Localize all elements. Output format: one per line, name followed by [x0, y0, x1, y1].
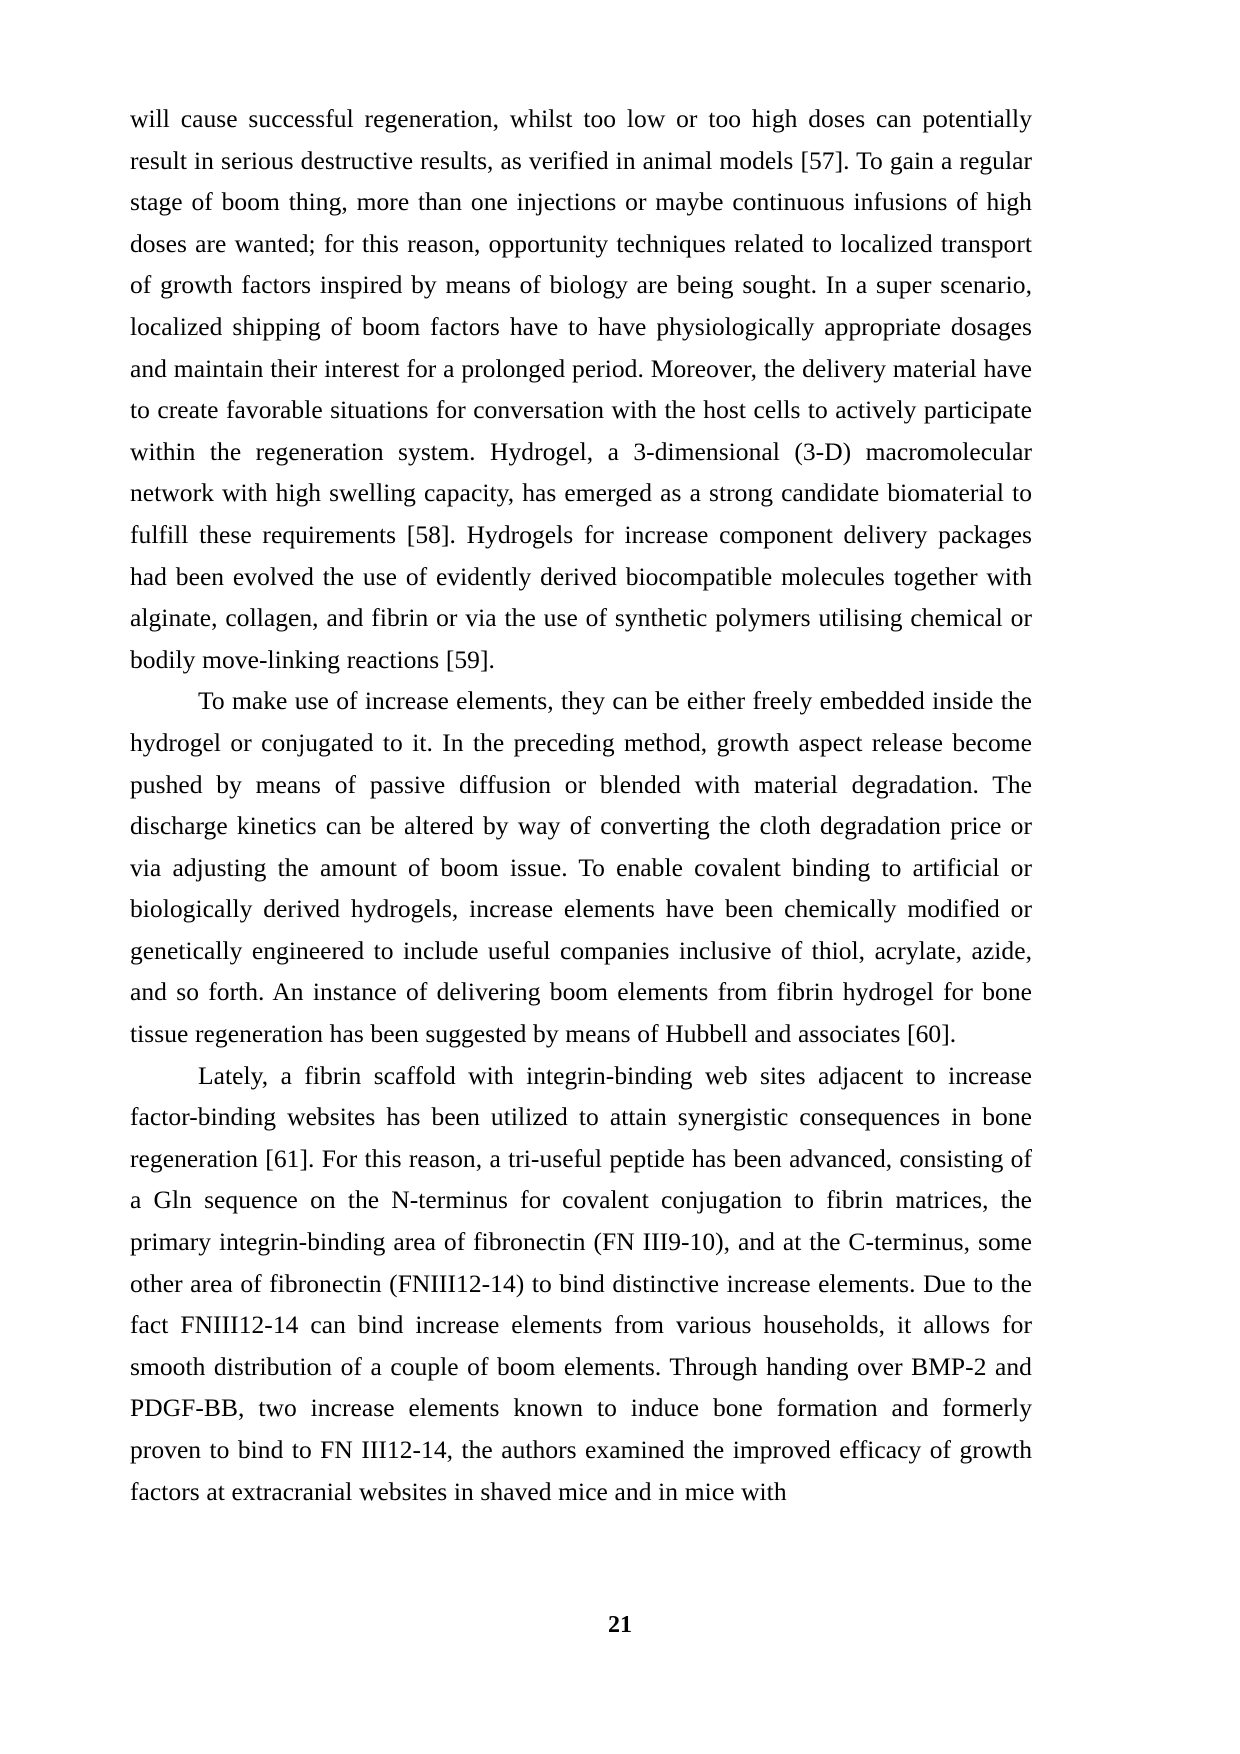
page-number: 21 [608, 1612, 632, 1638]
body-paragraph-1: will cause successful regeneration, whilst too low or too high doses can potentially result in serious destructive results, as verified in animal models [57]. To gain a regular stage of boom thing, more than one injections or maybe continuous infusions of high doses are wanted; for this reason, opportunity techniques related to localized transport of growth factors inspired by means of biology are being sought. In a super scenario, localized shipping of boom factors have to have physiologically appropriate dosages and maintain their interest for a prolonged period. Moreover, the delivery material have to create favorable situations for conversation with the host cells to actively participate within the regeneration system. Hydrogel, a 3-dimensional (3-D) macromolecular network with high swelling capacity, has emerged as a strong candidate biomaterial to fulfill these requirements [58]. Hydrogels for increase component delivery packages had been evolved the use of evidently derived biocompatible molecules together with alginate, collagen, and fibrin or via the use of synthetic polymers utilising chemical or bodily move-linking reactions [59]. [130, 104, 1032, 674]
body-text-column [130, 98, 1032, 1512]
body-paragraph-3: Lately, a fibrin scaffold with integrin-binding web sites adjacent to increase factor-binding websites has been utilized to attain synergistic consequences in bone regeneration [61]. For this reason, a tri-useful peptide has been advanced, consisting of a Gln sequence on the N-terminus for covalent conjugation to fibrin matrices, the primary integrin-binding area of fibronectin (FN III9-10), and at the C-terminus, some other area of fibronectin (FNIII12-14) to bind distinctive increase elements. Due to the fact FNIII12-14 can bind increase elements from various households, it allows for smooth distribution of a couple of boom elements. Through handing over BMP-2 and PDGF-BB, two increase elements known to induce bone formation and formerly proven to bind to FN III12-14, the authors examined the improved efficacy of growth factors at extracranial websites in shaved mice and in mice with [130, 1060, 1032, 1506]
body-paragraph-2: To make use of increase elements, they can be either freely embedded inside the hydrogel or conjugated to it. In the preceding method, growth aspect release become pushed by means of passive diffusion or blended with material degradation. The discharge kinetics can be altered by way of converting the cloth degradation price or via adjusting the amount of boom issue. To enable covalent binding to artificial or biologically derived hydrogels, increase elements have been chemically modified or genetically engineered to include useful companies inclusive of thiol, acrylate, azide, and so forth. An instance of delivering boom elements from fibrin hydrogel for bone tissue regeneration has been suggested by means of Hubbell and associates [60]. [130, 686, 1032, 1049]
